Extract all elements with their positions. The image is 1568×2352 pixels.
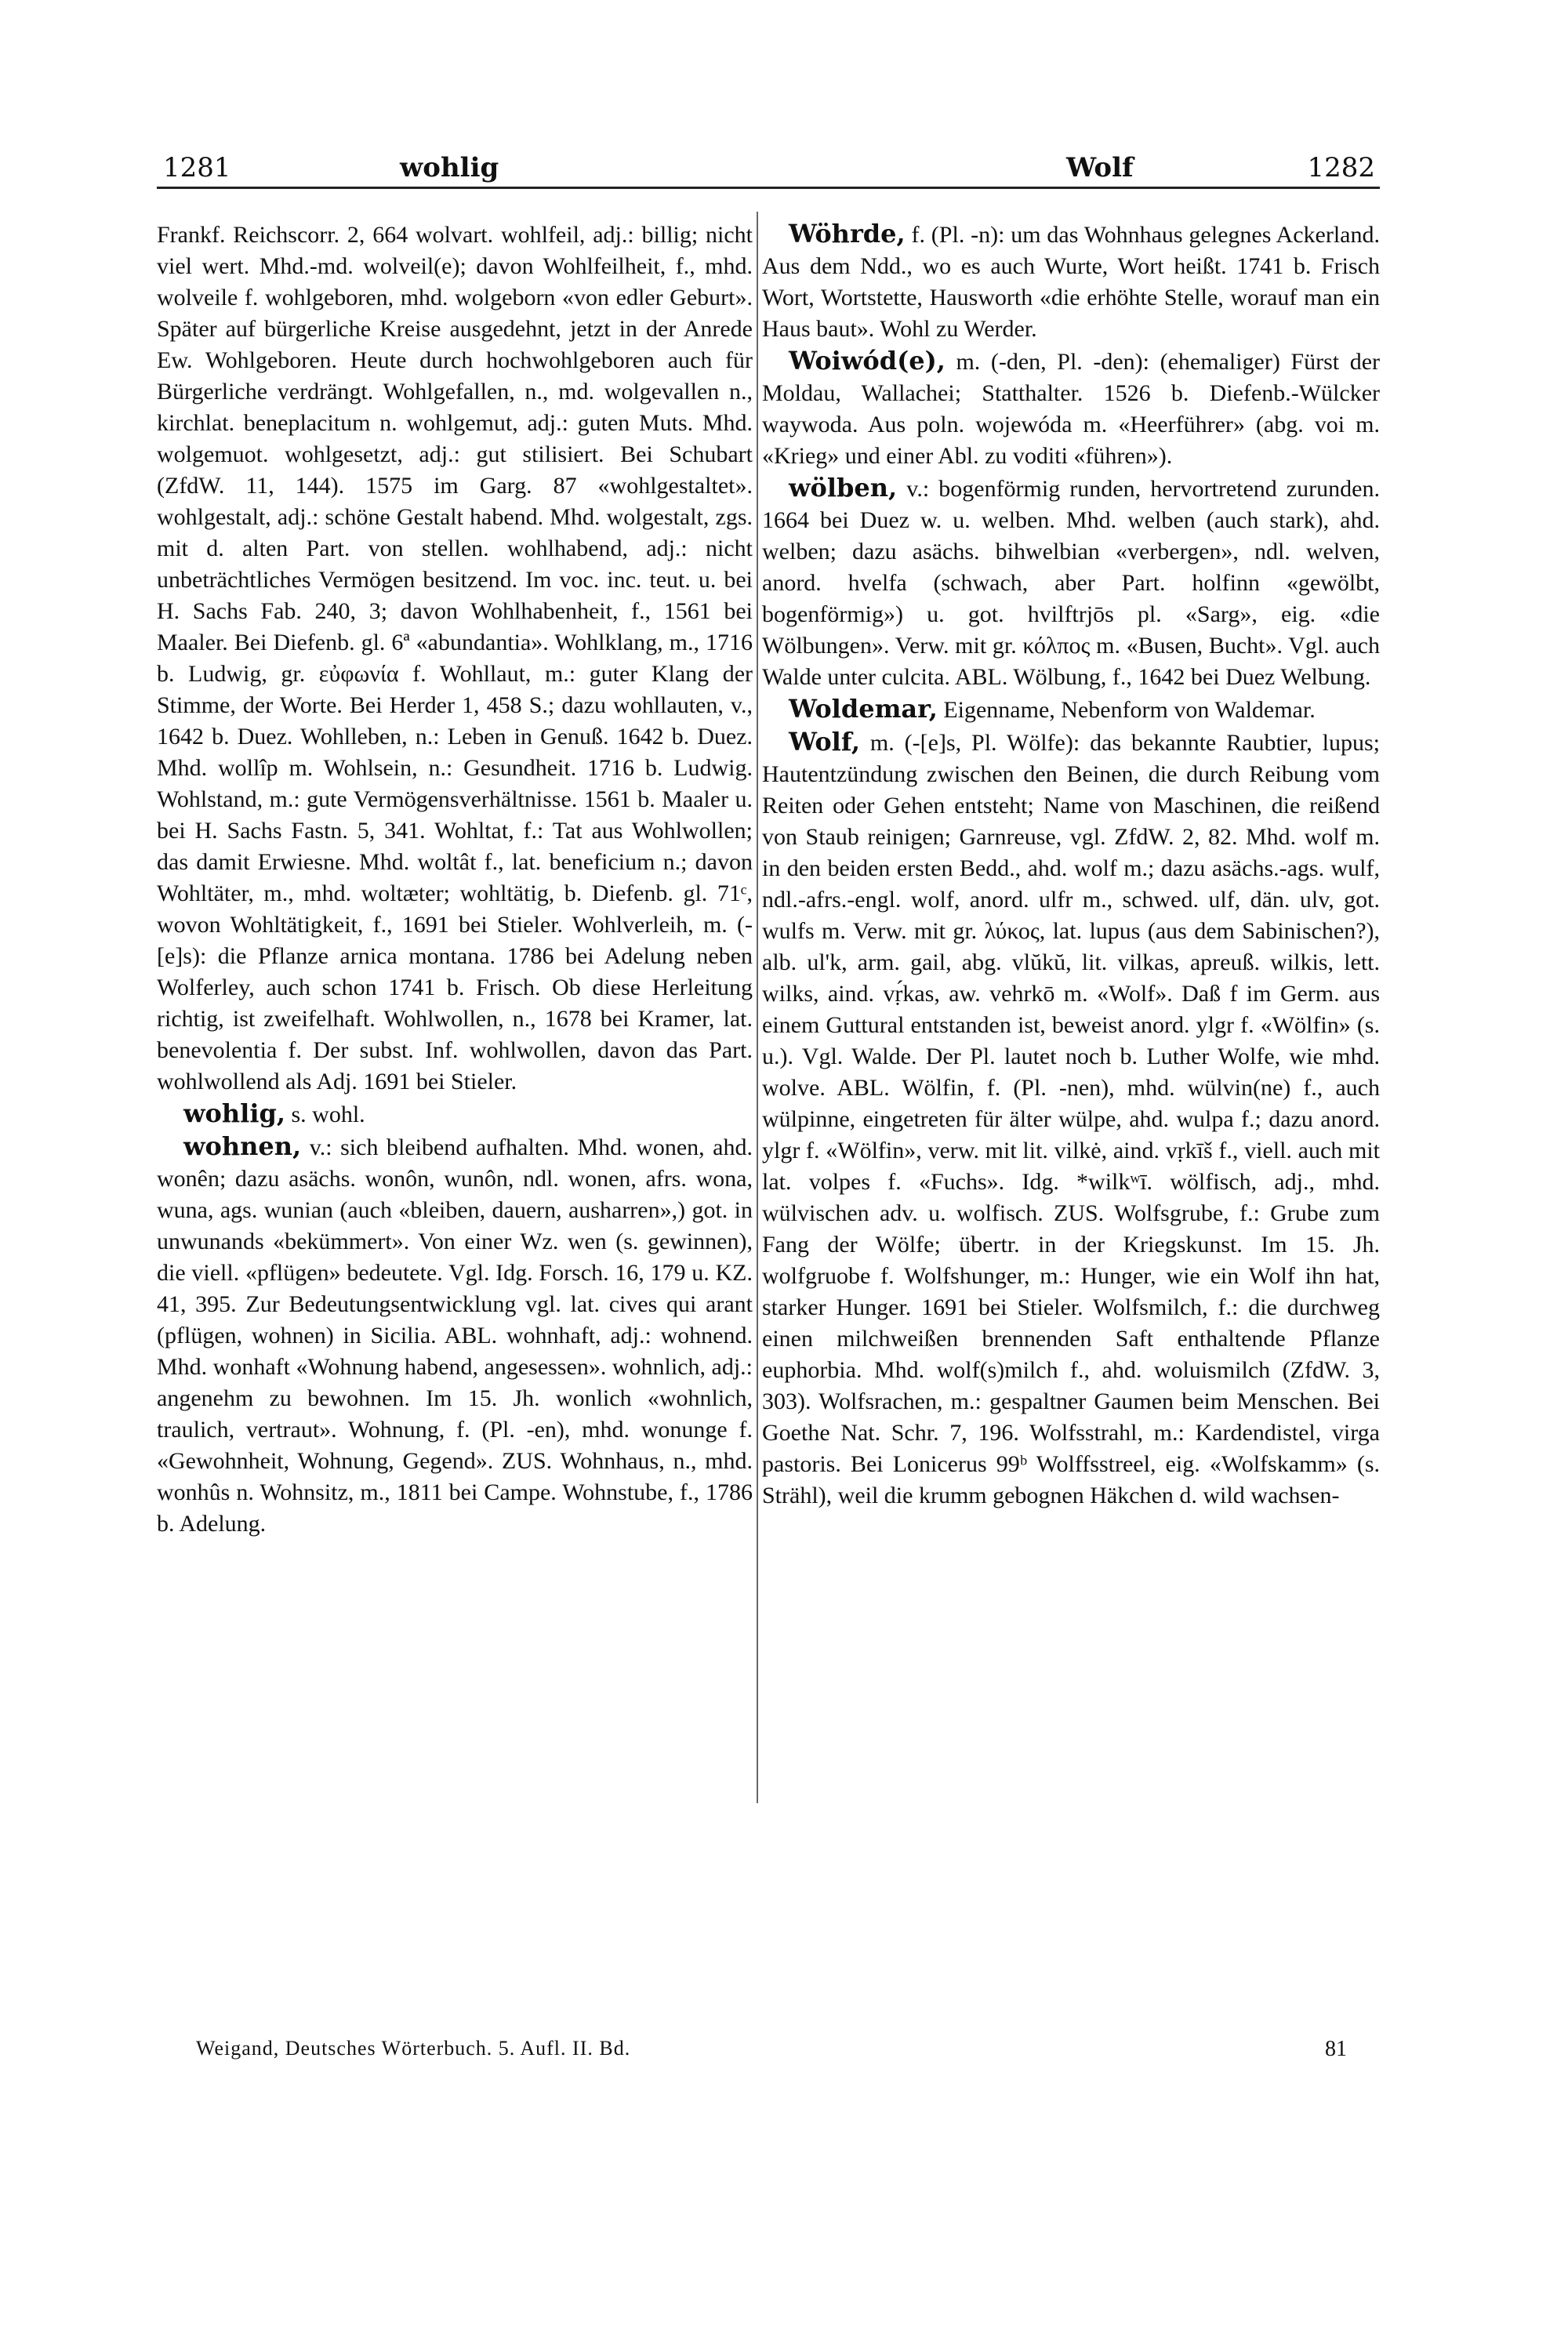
entry-text: m. (-[e]s, Pl. Wölfe): das bekannte Raubtier, lupus; Hautentzündung zwischen den Beinen, die durch Reibung vom Reiten oder Gehen entsteht; Name von Maschinen, die reißend von Staub reinigen; Garnreuse, vgl. ZfdW. 2, 82. Mhd. wolf m. in den beiden ersten Bedd., ahd. wolf m.; dazu asächs.-ags. wulf, ndl.-afrs.-engl. wolf, anord. ulfr m., schwed. ulf, dän. ulv, got. wulfs m. Verw. mit gr. λύκος, lat. lupus (aus dem Sabinischen?), alb. ul'k, arm. gail, abg. vlŭkŭ, lit. vilkas, apreuß. wilkis, lett. wilks, aind. vṛ́kas, aw. vehrkō m. «Wolf». Daß f im Germ. aus einem Guttural entstanden ist, beweist anord. ylgr f. «Wölfin» (s. u.). Vgl. Walde. Der Pl. lautet noch b. Luther Wolfe, wie mhd. wolve. ABL. Wölfin, f. (Pl. -nen), mhd. wülvin(ne) f., auch wülpinne, eingetreten für älter wülpe, ahd. wulpa f.; dazu anord. ylgr f. «Wölfin», verw. mit lit. vilkė, aind. vṛkīš f., viell. auch mit lat. volpes f. «Fuchs». Idg. *wilkʷī. wölfisch, adj., mhd. wülvischen adv. u. wolfisch. ZUS. Wolfsgrube, f.: Grube zum Fang der Wölfe; übertr. in der Kriegskunst. Im 15. Jh. wolfgruobe f. Wolfshunger, m.: Hunger, wie ein Wolf ihn hat, starker Hunger. 1691 bei Stieler. Wolfsmilch, f.: die durchweg einen milchweißen brennenden Saft enthaltende Pflanze euphorbia. Mhd. wolf(s)milch f., ahd. woluismilch (ZfdW. 3, 303). Wolfsrachen, m.: gespaltner Gaumen beim Menschen. Bei Goethe Nat. Schr. 7, 196. Wolfsstrahl, m.: Kardendistel, virga pastoris. Bei Lonicerus 99ᵇ Wolffsstreel, eig. «Wolfskamm» (s. Strähl), weil die krumm gebognen Häkchen d. wild wachsen- bbox=[762, 730, 1380, 1508]
page-number-right: 1282 bbox=[1307, 152, 1375, 183]
dictionary-entry bbox=[157, 218, 753, 1098]
footer-source: Weigand, Deutsches Wörterbuch. 5. Aufl. II. Bd. bbox=[196, 2037, 631, 2060]
entry-text: v.: bogenförmig runden, hervortretend zurunden. 1664 bei Duez w. u. welben. Mhd. welben (auch stark), ahd. welben; dazu asächs. bihwelbian «verbergen», ndl. welven, anord. hvelfa (schwach, aber Part. holfinn «gewölbt, bogenförmig») u. got. hvilftrjōs pl. «Sarg», eig. «die Wölbungen». Verw. mit gr. κόλπος m. «Busen, Bucht». Vgl. auch Walde unter culcita. ABL. Wölbung, f., 1642 bei Duez Welbung. bbox=[762, 476, 1380, 690]
entry-lemma: Woldemar, bbox=[789, 694, 938, 724]
entry-text: f. (Pl. -n): um das Wohnhaus gelegnes Ackerland. Aus dem Ndd., wo es auch Wurte, Wort heißt. 1741 b. Frisch Wort, Wortstette, Hausworth «die erhöhte Stelle, worauf man ein Haus baut». Wohl zu Werder. bbox=[762, 222, 1380, 342]
header-rule bbox=[157, 187, 1380, 189]
running-headword-left: wohlig bbox=[400, 152, 499, 183]
running-headword-right: Wolf bbox=[1066, 152, 1134, 183]
dictionary-entry bbox=[762, 345, 1380, 472]
dictionary-entry bbox=[157, 1131, 753, 1540]
dictionary-entry bbox=[762, 693, 1380, 726]
dictionary-entry bbox=[157, 1098, 753, 1131]
page-number-left: 1281 bbox=[163, 152, 231, 183]
entry-text: m. (-den, Pl. -den): (ehemaliger) Fürst der Moldau, Wallachei; Statthalter. 1526 b. Diefenb.-Wülcker waywoda. Aus poln. wojewóda m. «Heerführer» (abg. voi m. «Krieg» und einer Abl. zu voditi «führen»). bbox=[762, 349, 1380, 469]
entry-lemma: wölben, bbox=[789, 473, 898, 503]
left-column bbox=[157, 218, 753, 2021]
entry-lemma: Wolf, bbox=[789, 727, 861, 757]
sheet-number: 81 bbox=[1325, 2037, 1347, 2061]
entry-text: s. wohl. bbox=[285, 1102, 365, 1127]
entry-text: v.: sich bleibend aufhalten. Mhd. wonen, ahd. wonên; dazu asächs. wonôn, wunôn, ndl. wonen, afrs. wona, wuna, ags. wunian (auch «bleiben, dauern, ausharren»,) got. in unwunands «bekümmert». Von einer Wz. wen (s. gewinnen), die viell. «pflügen» bedeutete. Vgl. Idg. Forsch. 16, 179 u. KZ. 41, 395. Zur Bedeutungsentwicklung vgl. lat. cives qui arant (pflügen, wohnen) in Sicilia. ABL. wohnhaft, adj.: wohnend. Mhd. wonhaft «Wohnung habend, angesessen». wohnlich, adj.: angenehm zu bewohnen. Im 15. Jh. wonlich «wohnlich, traulich, vertraut». Wohnung, f. (Pl. -en), mhd. wonunge f. «Gewohnheit, Wohnung, Gegend». ZUS. Wohnhaus, n., mhd. wonhûs n. Wohnsitz, m., 1811 bei Campe. Wohnstube, f., 1786 b. Adelung. bbox=[157, 1134, 753, 1537]
entry-text: Eigenname, Nebenform von Waldemar. bbox=[937, 697, 1316, 723]
entry-lemma: Wöhrde, bbox=[789, 219, 906, 249]
dictionary-entry bbox=[762, 472, 1380, 693]
entry-text: Frankf. Reichscorr. 2, 664 wolvart. wohlfeil, adj.: billig; nicht viel wert. Mhd.-md. wolveil(e); davon Wohlfeilheit, f., mhd. wolveile f. wohlgeboren, mhd. wolgeborn «von edler Geburt». Später auf bürgerliche Kreise ausgedehnt, jetzt in der Anrede Ew. Wohlgeboren. Heute durch hochwohlgeboren auch für Bürgerliche verdrängt. Wohlgefallen, n., md. wolgevallen n., kirchlat. beneplacitum n. wohlgemut, adj.: guten Muts. Mhd. wolgemuot. wohlgesetzt, adj.: gut stilisiert. Bei Schubart (ZfdW. 11, 144). 1575 im Garg. 87 «wohlgestaltet». wohlgestalt, adj.: schöne Gestalt habend. Mhd. wolgestalt, zgs. mit d. alten Part. von stellen. wohlhabend, adj.: nicht unbeträchtliches Vermögen besitzend. Im voc. inc. teut. u. bei H. Sachs Fab. 240, 3; davon Wohlhabenheit, f., 1561 bei Maaler. Bei Diefenb. gl. 6ª «abundantia». Wohlklang, m., 1716 b. Ludwig, gr. εὐφωνία f. Wohllaut, m.: guter Klang der Stimme, der Worte. Bei Herder 1, 458 S.; dazu wohllauten, v., 1642 b. Duez. Wohlleben, n.: Leben in Genuß. 1642 b. Duez. Mhd. wollîp m. Wohlsein, n.: Gesundheit. 1716 b. Ludwig. Wohlstand, m.: gute Vermögensverhältnisse. 1561 b. Maaler u. bei H. Sachs Fastn. 5, 341. Wohltat, f.: Tat aus Wohlwollen; das damit Erwiesne. Mhd. woltât f., lat. beneficium n.; davon Wohltäter, m., mhd. woltæter; wohltätig, b. Diefenb. gl. 71ᶜ, wovon Wohltätigkeit, f., 1691 bei Stieler. Wohlverleih, m. (-[e]s): die Pflanze arnica montana. 1786 bei Adelung neben Wolferley, auch schon 1741 b. Frisch. Ob diese Herleitung richtig, ist zweifelhaft. Wohlwollen, n., 1678 bei Kramer, lat. benevolentia f. Der subst. Inf. wohlwollen, davon das Part. wohlwollend als Adj. 1691 bei Stieler. bbox=[157, 222, 753, 1094]
dictionary-entry bbox=[762, 218, 1380, 345]
entry-lemma: Woiwód(e), bbox=[789, 346, 946, 376]
column-divider bbox=[757, 212, 758, 1803]
page-footer bbox=[157, 2037, 1380, 2076]
entry-lemma: wohnen, bbox=[183, 1131, 302, 1161]
entry-lemma: wohlig, bbox=[183, 1098, 285, 1128]
page-header bbox=[157, 141, 1380, 187]
dictionary-entry bbox=[762, 726, 1380, 1512]
right-column bbox=[762, 218, 1380, 2021]
